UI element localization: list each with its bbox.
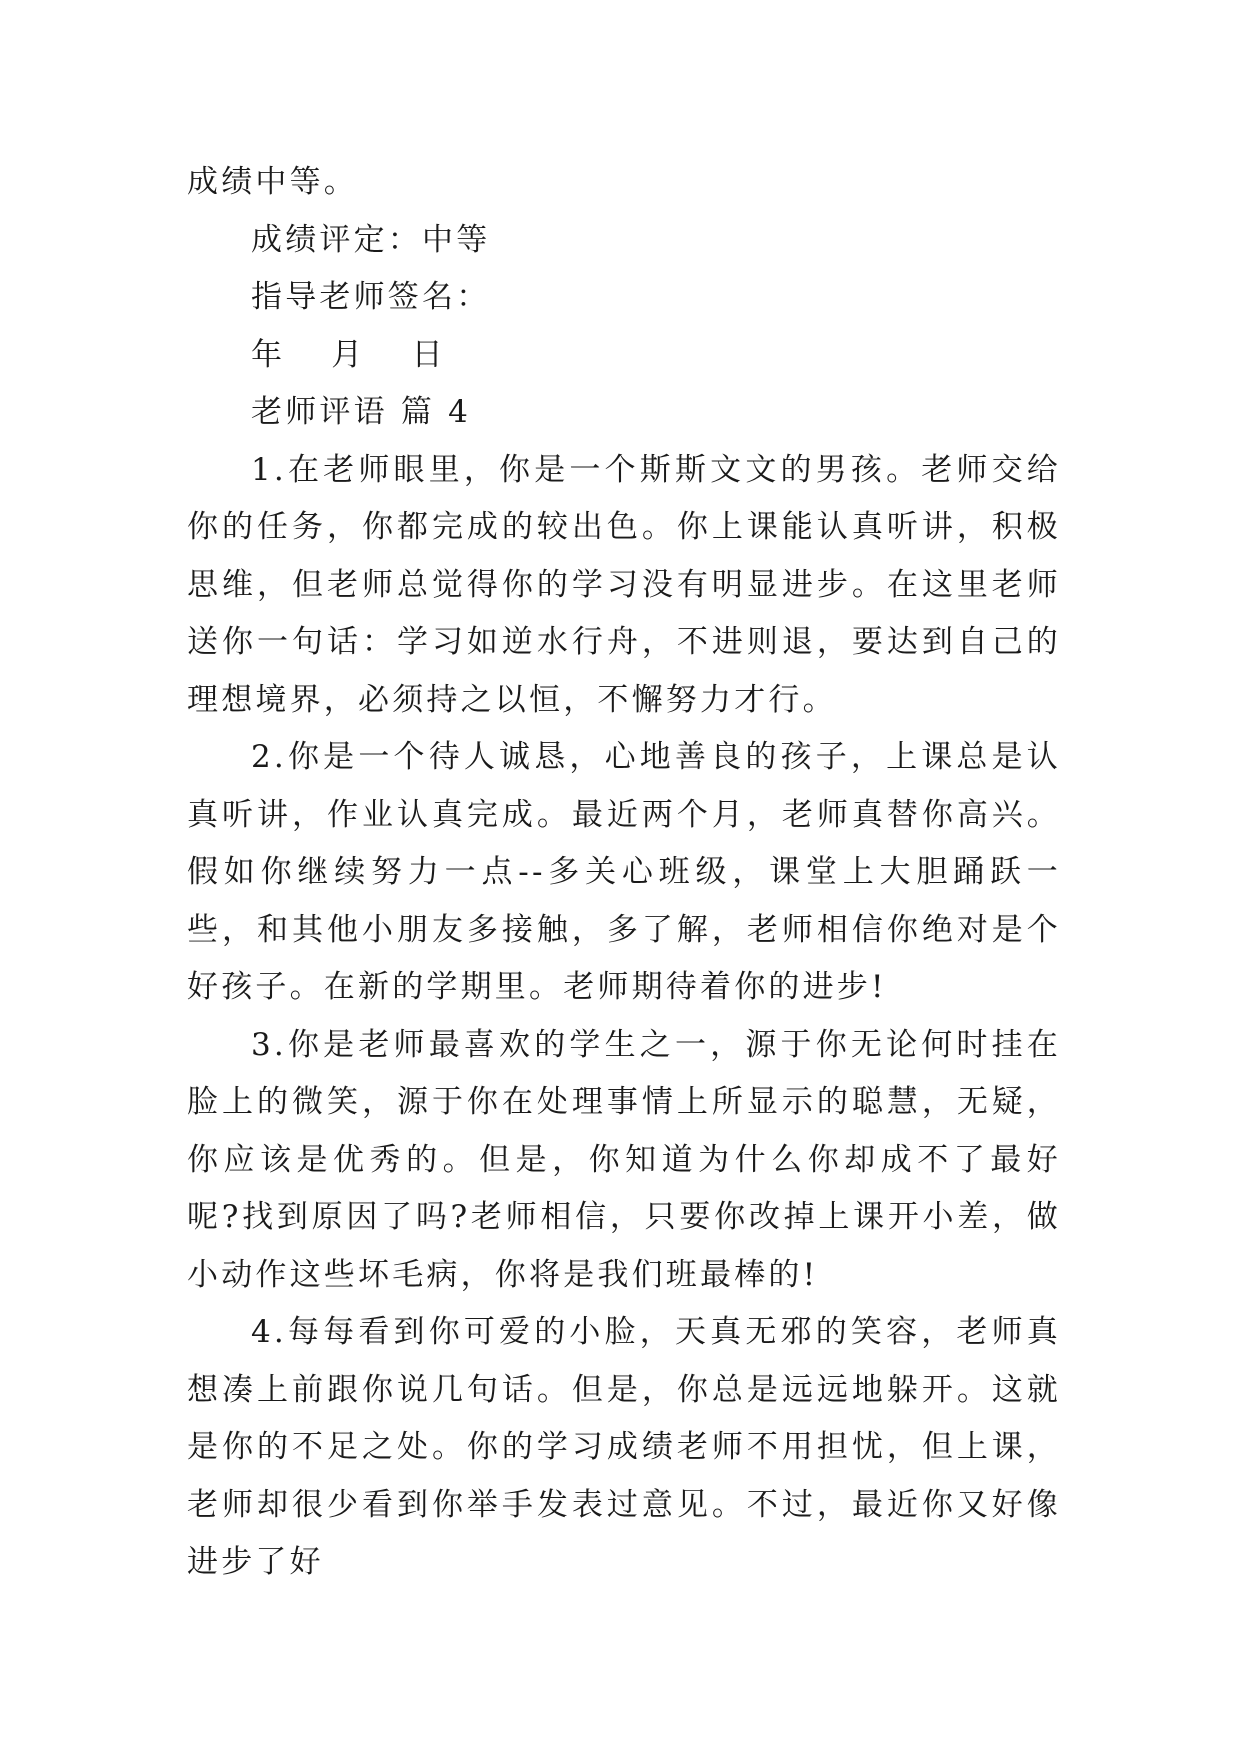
- paragraph-continuation: 成绩中等。: [187, 164, 358, 200]
- comment-paragraph-4: 4.每每看到你可爱的小脸，天真无邪的笑容，老师真想凑上前跟你说几句话。但是，你总是远远地躲开。这就是你的不足之处。你的学习成绩老师不用担忧，但上课，老师却很少看到你举手发表过意见。不过，最近你又好像进步了好: [187, 1314, 1061, 1580]
- comment-paragraph-1: 1.在老师眼里，你是一个斯斯文文的男孩。老师交给你的任务，你都完成的较出色。你上课能认真听讲，积极思维，但老师总觉得你的学习没有明显进步。在这里老师送你一句话：学习如逆水行舟，不进则退，要达到自己的理想境界，必须持之以恒，不懈努力才行。: [187, 451, 1061, 718]
- section-title: 老师评语 篇 4: [251, 394, 472, 430]
- comment-paragraph-2: 2.你是一个待人诚恳，心地善良的孩子，上课总是认真听讲，作业认真完成。最近两个月，老师真替你高兴。假如你继续努力一点--多关心班级，课堂上大胆踊跃一些，和其他小朋友多接触，多了解，老师相信你绝对是个好孩子。在新的学期里。老师期待着你的进步!: [187, 739, 1061, 1005]
- date-line: 年 月 日: [251, 336, 446, 373]
- grade-line: 成绩评定：中等: [251, 221, 491, 258]
- document-body: [187, 154, 1061, 1592]
- signature-line: 指导老师签名：: [251, 279, 491, 315]
- comment-paragraph-3: 3.你是老师最喜欢的学生之一，源于你无论何时挂在脸上的微笑，源于你在处理事情上所显示的聪慧，无疑，你应该是优秀的。但是，你知道为什么你却成不了最好呢?找到原因了吗?老师相信，只要你改掉上课开小差，做小动作这些坏毛病，你将是我们班最棒的!: [187, 1026, 1061, 1293]
